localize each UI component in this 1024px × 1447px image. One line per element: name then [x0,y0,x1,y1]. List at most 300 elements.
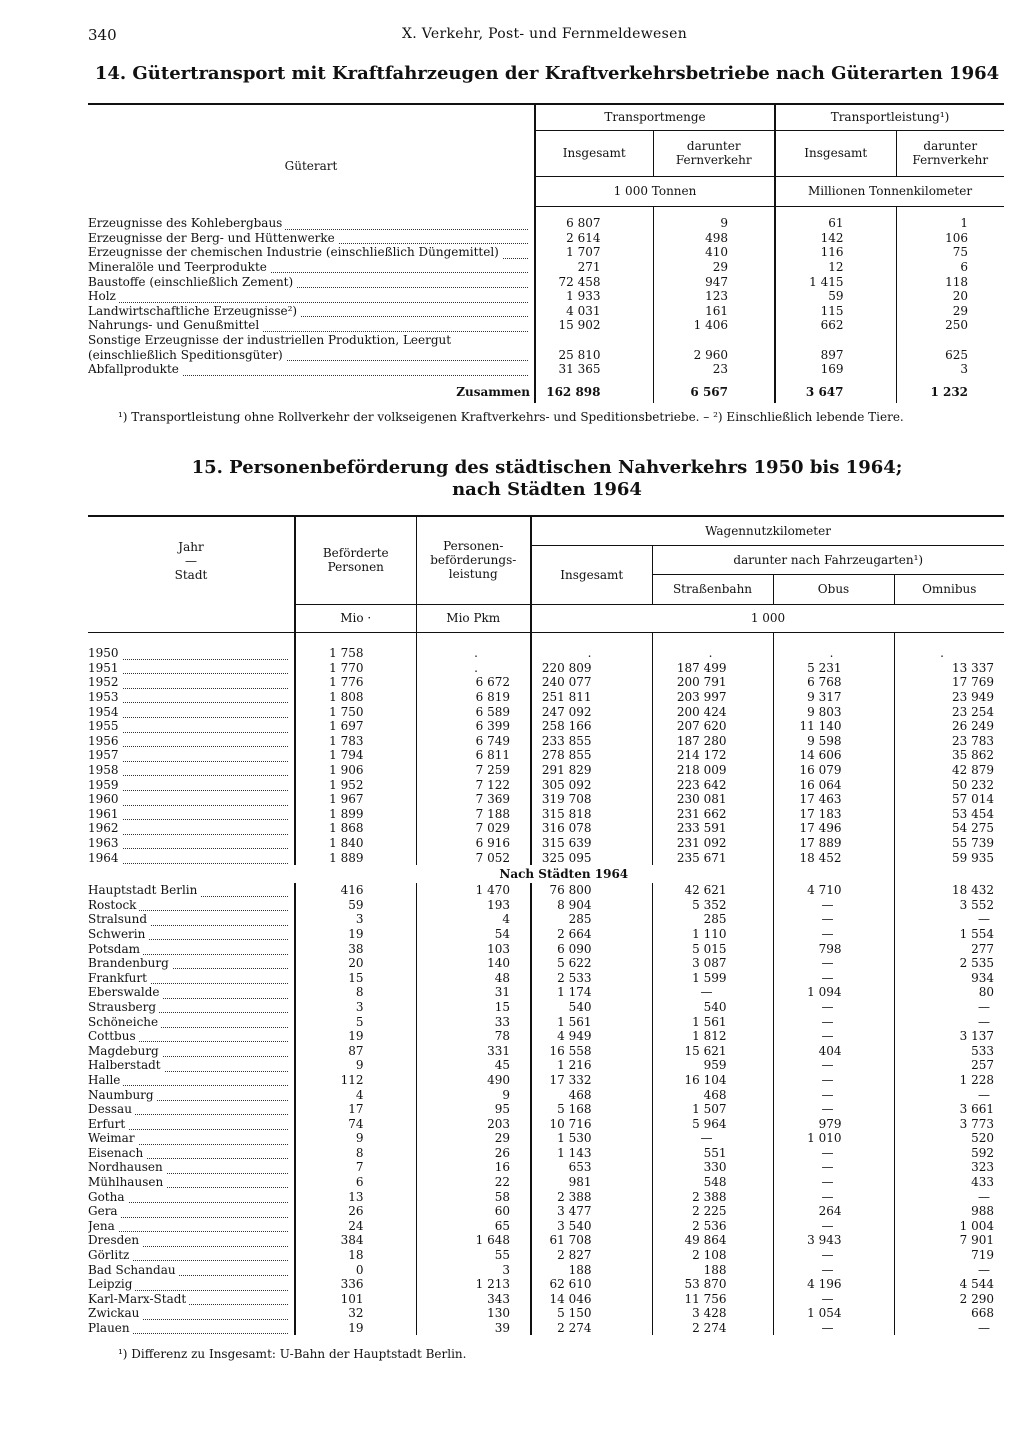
t15-city-row-cell: — [894,912,1004,927]
t15-city-row-cell: 343 [416,1292,531,1307]
t15-year-row-cell: . [416,661,531,676]
t14-cell: 161 [653,304,775,319]
t15-year-row-cell: 315 639 [531,836,652,851]
t15-city-row-cell: 8 [295,1146,416,1161]
t14-cell: 31 365 [535,362,653,377]
t15-year-row-label-text: 1951 [88,661,122,675]
t15-city-row [88,883,1004,898]
t15-year-row-cell: 17 496 [773,821,894,836]
t14-total-cell: 3 647 [775,377,896,399]
table15-title-line1: 15. Personenbeförderung des städtischen Nahverkehrs 1950 bis 1964; [191,457,903,478]
table15-footnote: ¹) Differenz zu Insgesamt: U-Bahn der Hauptstadt Berlin. [118,1347,467,1361]
t15-year-row-cell: 278 855 [531,748,652,763]
t15-head-c6: Omnibus [894,574,1004,604]
t15-year-row-cell: 240 077 [531,675,652,690]
t15-year-row-label-text: 1959 [88,778,122,792]
t15-city-row-cell: 979 [773,1116,894,1131]
t15-city-row-cell: 26 [416,1146,531,1161]
t15-city-row-cell: 15 621 [652,1043,773,1058]
t15-city-row-cell: 2 290 [894,1292,1004,1307]
t15-city-row-cell: 3 477 [531,1204,652,1219]
t15-city-row-cell: 60 [416,1204,531,1219]
t15-year-row-cell: 7 259 [416,763,531,778]
t14-total-cell: 6 567 [653,377,775,399]
t14-row [88,362,1004,377]
t15-city-row-cell: 49 864 [652,1233,773,1248]
t15-city-row-cell: 24 [295,1219,416,1234]
t15-city-row [88,1189,1004,1204]
t15-city-row-cell: 62 610 [531,1277,652,1292]
t14-cell: 1 415 [775,274,896,289]
t15-city-row-cell: 5 015 [652,941,773,956]
t15-head-dash: — [185,553,197,568]
t15-year-row-label-text: 1954 [88,705,122,719]
t15-year-row-cell: 9 803 [773,704,894,719]
section-title: X. Verkehr, Post- und Fernmeldewesen [402,26,688,42]
t15-year-row-cell: 319 708 [531,792,652,807]
t15-city-row-label [88,1248,295,1263]
t15-year-row-cell: 17 463 [773,792,894,807]
t15-city-row-label [88,1292,295,1307]
t14-head-unit2: Millionen Tonnenkilometer [775,176,1004,206]
t15-city-row [88,1160,1004,1175]
t15-year-row-cell: 1 776 [295,675,416,690]
t15-city-row-label-text: Halle [88,1073,123,1087]
t15-year-row-cell: 6 768 [773,675,894,690]
t15-city-row-label [88,1146,295,1161]
t14-row-label-text: Abfallprodukte [88,362,182,376]
t15-city-row [88,1029,1004,1044]
t14-cell: 662 [775,318,896,333]
t15-city-row-cell: 45 [416,1058,531,1073]
t14-row-label [88,231,535,246]
t14-row [88,333,1004,348]
t14-cell: 123 [653,289,775,304]
t15-city-row-cell: 7 [295,1160,416,1175]
t15-city-row-label-text: Jena [88,1219,118,1233]
t15-city-row [88,956,1004,971]
t15-city-row [88,1116,1004,1131]
t14-row-label-text: Baustoffe (einschließlich Zement) [88,275,296,289]
t15-city-row-cell: 3 087 [652,956,773,971]
t15-year-row-cell: 1 952 [295,777,416,792]
t15-head-subgroup: darunter nach Fahrzeugarten¹) [652,545,1004,574]
t15-city-row-cell: 5 964 [652,1116,773,1131]
t15-head-c1: Beförderte Personen [295,516,416,604]
t15-year-row-cell: 42 879 [894,763,1004,778]
t15-city-row-label-text: Görlitz [88,1248,132,1262]
t15-years [88,646,1004,865]
t15-city-row-cell: 61 708 [531,1233,652,1248]
t15-year-row-cell: 6 749 [416,734,531,749]
t15-city-row-label-text: Stralsund [88,912,150,926]
t14-head-c4: darunter Fernverkehr [896,130,1004,176]
t15-city-row-cell: 540 [652,1000,773,1015]
t15-year-row-label-text: 1960 [88,792,122,806]
t15-city-row-label-text: Brandenburg [88,956,172,970]
t15-year-row [88,850,1004,865]
t15-city-row-cell: 53 870 [652,1277,773,1292]
t15-year-row-cell: 6 811 [416,748,531,763]
t14-cell: 75 [896,245,1004,260]
t15-city-row-cell: 188 [652,1262,773,1277]
t15-year-row-cell: 1 967 [295,792,416,807]
t15-year-row-cell: 26 249 [894,719,1004,734]
t14-cell: 61 [775,216,896,231]
t14-cell: 23 [653,362,775,377]
t15-city-row-cell: 330 [652,1160,773,1175]
t15-city-row-label-text: Strausberg [88,1000,159,1014]
t15-city-row-cell: 8 [295,985,416,1000]
t15-city-row-label [88,941,295,956]
t15-city-row-cell: 1 599 [652,970,773,985]
t14-row-label-text: Erzeugnisse der Berg- und Hüttenwerke [88,231,338,245]
t15-city-row-cell: 2 388 [652,1189,773,1204]
t15-city-row-cell: — [894,1189,1004,1204]
t15-city-row-cell: 14 046 [531,1292,652,1307]
t15-year-row-cell: 50 232 [894,777,1004,792]
t14-cell [896,333,1004,348]
t15-city-row [88,1248,1004,1263]
t15-year-row-cell: 231 092 [652,836,773,851]
t15-city-row-cell: 22 [416,1175,531,1190]
t15-city-row-cell: 76 800 [531,883,652,898]
t14-cell: 1 406 [653,318,775,333]
t15-head-unit3: 1 000 [531,604,1004,632]
t15-city-row-cell: — [894,1321,1004,1336]
t15-year-row-cell: 235 671 [652,850,773,865]
t15-year-row-label [88,675,295,690]
t15-year-row-label [88,821,295,836]
t15-city-row [88,1000,1004,1015]
t15-city-row-cell: 48 [416,970,531,985]
t15-year-row-cell: 251 811 [531,690,652,705]
t15-year-row-label [88,646,295,661]
t15-city-row-cell: 4 196 [773,1277,894,1292]
table14 [88,103,1004,403]
t15-city-row-cell: 32 [295,1306,416,1321]
t15-year-row-cell: 207 620 [652,719,773,734]
t15-city-row-cell: 42 621 [652,883,773,898]
t14-row-label-text: Sonstige Erzeugnisse der industriellen Produktion, Leergut [88,333,454,347]
t15-year-row-cell: 233 855 [531,734,652,749]
t15-city-row-label-text: Weimar [88,1131,138,1145]
t14-row-label [88,289,535,304]
t14-row [88,318,1004,333]
t15-city-row-cell: 1 648 [416,1233,531,1248]
t15-city-row-cell: 5 168 [531,1102,652,1117]
t15-city-row-cell: 54 [416,927,531,942]
t14-cell: 106 [896,231,1004,246]
t15-city-row-label [88,1189,295,1204]
t15-city-row-cell: — [894,1000,1004,1015]
t15-city-row-label [88,883,295,898]
t15-head-c2: Personen- beförderungs- leistung [416,516,531,604]
t15-year-row-cell: 7 029 [416,821,531,836]
t15-city-row [88,941,1004,956]
t15-year-row-cell: 305 092 [531,777,652,792]
t14-head-c2: darunter Fernverkehr [653,130,775,176]
t15-city-row-cell: 2 274 [652,1321,773,1336]
t15-city-row [88,1058,1004,1073]
t15-year-row-cell: 230 081 [652,792,773,807]
t15-city-row-cell: — [773,1000,894,1015]
t15-city-row-cell: 19 [295,927,416,942]
t15-year-row-cell: 247 092 [531,704,652,719]
t15-city-row-cell: 13 [295,1189,416,1204]
t15-city-row-cell: — [773,1146,894,1161]
t15-year-row-label [88,690,295,705]
t15-city-row-cell: 3 [295,1000,416,1015]
t15-city-row-label-text: Rostock [88,898,139,912]
leader-dots [88,302,528,303]
t15-city-row-cell: 2 388 [531,1189,652,1204]
t15-city-row-cell: 39 [416,1321,531,1336]
t14-cell: 115 [775,304,896,319]
t15-year-row-label [88,748,295,763]
t14-row-label [88,260,535,275]
t15-city-row-label [88,956,295,971]
t15-city-row-cell: 416 [295,883,416,898]
t15-city-row-cell: 5 [295,1014,416,1029]
t15-city-row-cell: 10 716 [531,1116,652,1131]
t15-year-row-cell: 200 424 [652,704,773,719]
t15-city-row-cell: 934 [894,970,1004,985]
t15-year-row-cell: 233 591 [652,821,773,836]
t15-city-row-cell: 1 554 [894,927,1004,942]
t15-year-row-cell: 9 317 [773,690,894,705]
leader-dots [88,1231,288,1232]
t15-city-row-cell: 323 [894,1160,1004,1175]
t15-city-row-label [88,1000,295,1015]
t15-city-row-cell: 19 [295,1029,416,1044]
t14-body [88,216,1004,403]
t15-city-row-label [88,1306,295,1321]
t14-head-c1: Insgesamt [535,130,653,176]
t15-city-row-label-text: Schöneiche [88,1015,161,1029]
t15-year-row-cell: 223 642 [652,777,773,792]
t15-city-row-cell: 981 [531,1175,652,1190]
t14-row-label-text: (einschließlich Speditionsgüter) [88,348,286,362]
t15-city-row-cell: — [652,1131,773,1146]
t15-year-row-cell: 1 899 [295,807,416,822]
t15-year-row-cell: 1 889 [295,850,416,865]
t15-city-row-cell: 15 [416,1000,531,1015]
t15-city-row-cell: 1 216 [531,1058,652,1073]
t15-city-row-label [88,1131,295,1146]
t15-city-row-label-text: Gera [88,1204,121,1218]
t15-city-row-cell: 1 174 [531,985,652,1000]
t15-city-row-cell: 520 [894,1131,1004,1146]
t15-year-row-label-text: 1957 [88,748,122,762]
t15-city-row-cell: 2 664 [531,927,652,942]
t14-row-label-text: Erzeugnisse des Kohlebergbaus [88,216,285,230]
t15-city-row [88,1073,1004,1088]
t15-city-row-label-text: Potsdam [88,942,143,956]
t15-year-row [88,748,1004,763]
t15-city-row-cell: 15 [295,970,416,985]
t15-year-row-cell: 7 052 [416,850,531,865]
t15-city-row-label [88,1058,295,1073]
t15-city-row-cell: 1 228 [894,1073,1004,1088]
t14-total-label: Zusammen [456,384,530,399]
t15-city-row-label [88,1014,295,1029]
t15-city-row-cell: — [773,1102,894,1117]
t15-head-unit2: Mio Pkm [416,604,531,632]
t15-year-row-cell: 1 794 [295,748,416,763]
t15-city-row-cell: 3 540 [531,1219,652,1234]
t15-city-row-cell: — [773,1189,894,1204]
t15-city-row-cell: 188 [531,1262,652,1277]
t15-city-row-cell: 1 010 [773,1131,894,1146]
t15-city-row [88,1087,1004,1102]
t15-city-row-cell: — [773,1160,894,1175]
t15-year-row-cell: 17 183 [773,807,894,822]
t15-year-row-label [88,777,295,792]
t14-cell [775,333,896,348]
t15-city-row-cell: 3 943 [773,1233,894,1248]
t15-city-row-cell: 58 [416,1189,531,1204]
t15-city-row-label-text: Bad Schandau [88,1263,179,1277]
t15-city-row-cell: 2 274 [531,1321,652,1336]
t15-city-row-cell: — [773,956,894,971]
t14-cell: 15 902 [535,318,653,333]
page-number: 340 [88,26,117,44]
t15-city-row [88,1014,1004,1029]
t15-year-row [88,719,1004,734]
t15-year-row-cell: 14 606 [773,748,894,763]
t15-city-row [88,927,1004,942]
t15-year-row-cell: 17 889 [773,836,894,851]
t15-city-row-cell: — [773,898,894,913]
t14-row [88,245,1004,260]
t15-city-row-label [88,1219,295,1234]
table15-title [90,457,1004,501]
t15-city-row-cell: — [894,1087,1004,1102]
t15-city-row-cell: 277 [894,941,1004,956]
table14-footnote: ¹) Transportleistung ohne Rollverkehr der volkseigenen Kraftverkehrs- und Speditionsbetriebe. – ²) Einschließlich lebende Tiere. [118,410,904,424]
t15-city-row-cell: 18 432 [894,883,1004,898]
t15-year-row [88,675,1004,690]
t15-city-row-cell: 3 552 [894,898,1004,913]
t15-city-row-cell: 2 225 [652,1204,773,1219]
t14-row-label [88,318,535,333]
t15-city-row-cell: 101 [295,1292,416,1307]
t15-year-row-cell: 6 399 [416,719,531,734]
t15-city-row [88,1102,1004,1117]
t15-year-row-cell: 325 095 [531,850,652,865]
t15-city-row-cell: 193 [416,898,531,913]
t15-city-row-label [88,1160,295,1175]
t15-year-row-label-text: 1958 [88,763,122,777]
t15-city-row-cell: — [773,970,894,985]
t15-year-row-cell: 1 770 [295,661,416,676]
t15-city-row-cell: 140 [416,956,531,971]
t14-row [88,260,1004,275]
t15-city-row-label-text: Eberswalde [88,985,162,999]
t15-year-row-cell: . [773,646,894,661]
t15-city-row-cell: 2 536 [652,1219,773,1234]
t15-city-row-cell: 1 470 [416,883,531,898]
t15-city-row-cell: 1 213 [416,1277,531,1292]
t15-city-row-label [88,1073,295,1088]
t15-city-row-cell: 203 [416,1116,531,1131]
t15-head-stadt: Stadt [174,567,208,582]
t15-city-row [88,1219,1004,1234]
table14-title: 14. Gütertransport mit Kraftfahrzeugen der Kraftverkehrsbetriebe nach Güterarten 1964 [94,63,1000,84]
t15-city-row-cell: 1 561 [531,1014,652,1029]
t15-year-row-cell: 187 499 [652,661,773,676]
t15-head-group: Wagennutzkilometer [531,516,1004,545]
t15-city-row-cell: — [894,1014,1004,1029]
t15-city-row-label-text: Hauptstadt Berlin [88,883,200,897]
t15-city-row-label-text: Halberstadt [88,1058,164,1072]
t14-cell: 498 [653,231,775,246]
t14-head-unit1: 1 000 Tonnen [535,176,775,206]
t15-city-row-label [88,912,295,927]
t15-city-row-cell: 1 507 [652,1102,773,1117]
t15-year-row-cell: 9 598 [773,734,894,749]
t15-city-row-cell: 8 904 [531,898,652,913]
t14-cell: 20 [896,289,1004,304]
t14-row [88,216,1004,231]
t15-year-row-cell: 11 140 [773,719,894,734]
t15-city-row-cell: 1 004 [894,1219,1004,1234]
t15-year-row [88,690,1004,705]
t14-cell: 897 [775,347,896,362]
t15-city-row [88,985,1004,1000]
t14-cell: 271 [535,260,653,275]
t15-city-row-cell: 719 [894,1248,1004,1263]
t15-city-row-cell: 74 [295,1116,416,1131]
t14-row-label [88,347,535,362]
t15-city-row-label [88,1043,295,1058]
t15-city-row-label-text: Naumburg [88,1088,157,1102]
t15-year-row-label-text: 1953 [88,690,122,704]
t15-city-row-cell: 103 [416,941,531,956]
t15-city-row-cell: 468 [531,1087,652,1102]
t15-year-row [88,821,1004,836]
t15-year-row-cell: 16 064 [773,777,894,792]
t15-city-row [88,1277,1004,1292]
t15-city-row-cell: 130 [416,1306,531,1321]
t14-cell: 29 [896,304,1004,319]
t14-total-cell: 1 232 [896,377,1004,399]
t15-year-row-label-text: 1962 [88,821,122,835]
t15-city-row-cell: — [773,912,894,927]
t15-city-row-cell: 6 [295,1175,416,1190]
t15-city-row-label-text: Schwerin [88,927,148,941]
t15-city-row-cell: — [894,1262,1004,1277]
t15-city-row-cell: 433 [894,1175,1004,1190]
t15-city-row-label-text: Cottbus [88,1029,139,1043]
t15-city-row-cell: 38 [295,941,416,956]
t15-year-row-cell: 23 949 [894,690,1004,705]
t14-head-group1: Transportmenge [535,104,775,130]
t15-year-row-label-text: 1964 [88,851,122,865]
t15-city-row-cell: 1 143 [531,1146,652,1161]
t15-city-row-cell: 551 [652,1146,773,1161]
t15-year-row-cell: 258 166 [531,719,652,734]
t15-city-row-label [88,1204,295,1219]
t15-year-row-cell: 1 758 [295,646,416,661]
t15-year-row-cell: 1 783 [295,734,416,749]
t15-city-row-cell: 257 [894,1058,1004,1073]
t14-cell: 116 [775,245,896,260]
t15-city-row-cell: 1 561 [652,1014,773,1029]
t15-city-row [88,1043,1004,1058]
t15-year-row-cell: 7 369 [416,792,531,807]
